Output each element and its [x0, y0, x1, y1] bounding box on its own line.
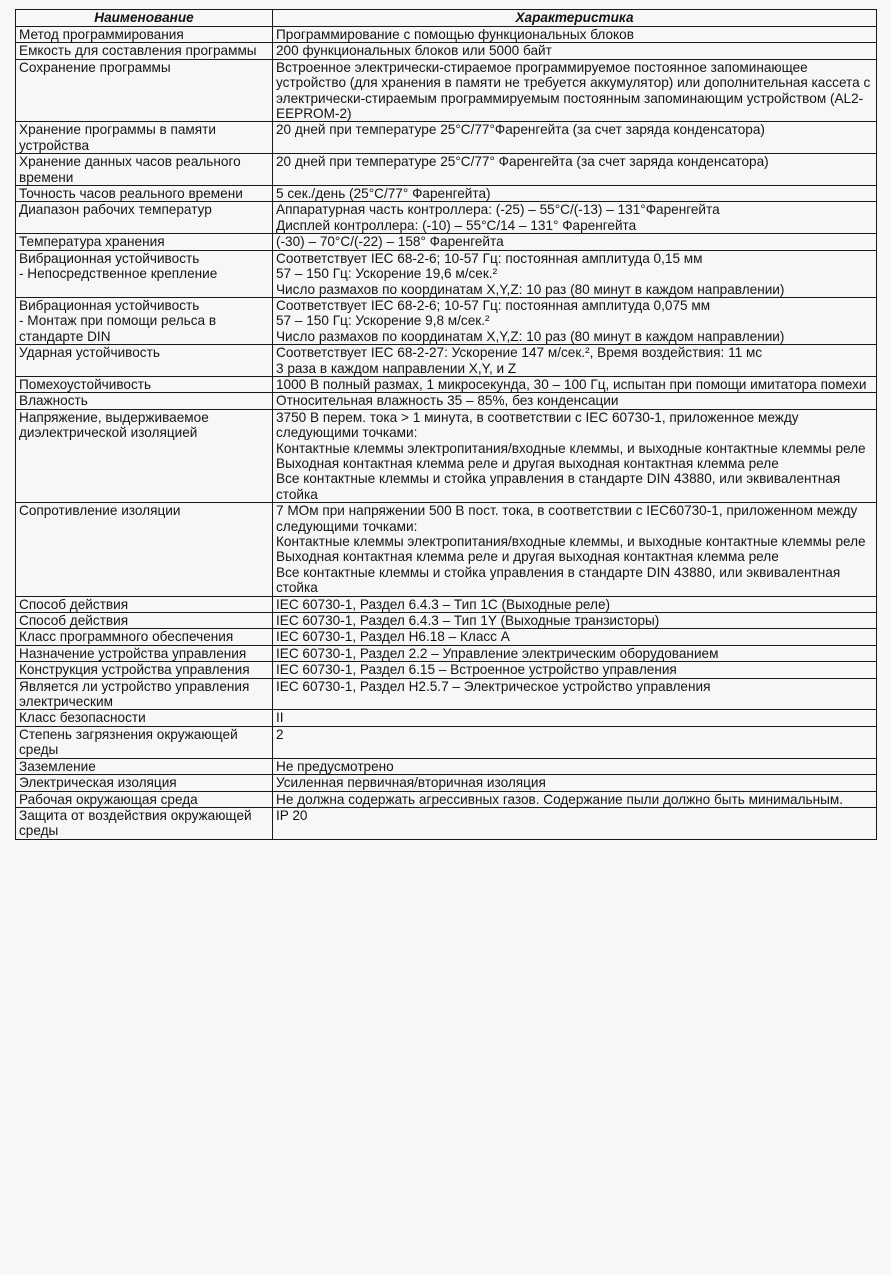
spec-value-cell	[273, 409, 877, 502]
spec-name-cell	[16, 345, 273, 377]
spec-name-cell	[16, 645, 273, 661]
spec-name-cell	[16, 122, 273, 154]
spec-value-cell	[273, 27, 877, 43]
spec-value-text: 20 дней при температуре 25°C/77°Фаренгейта (за счет заряда конденсатора)	[276, 122, 765, 138]
spec-value-cell	[273, 393, 877, 409]
spec-value-text: Дисплей контроллера: (-10) – 55°C/14 – 131° Фаренгейта	[276, 217, 637, 233]
spec-value-text: II	[276, 710, 284, 726]
spec-value-text: Контактные клеммы электропитания/входные клеммы, и выходные контактные клеммы реле	[276, 440, 866, 456]
spec-value-text: 1000 В полный размах, 1 микросекунда, 30 – 100 Гц, испытан при помощи имитатора помехи	[276, 376, 867, 392]
spec-value-text: IEC 60730-1, Раздел H6.18 – Класс A	[276, 629, 510, 645]
table-row	[16, 234, 877, 250]
table-row	[16, 297, 877, 344]
spec-value-text: Соответствует IEC 68-2-6; 10-57 Гц: постоянная амплитуда 0,15 мм	[276, 250, 703, 266]
spec-value-text: Выходная контактная клемма реле и другая выходная контактная клемма реле	[276, 455, 779, 471]
spec-name-text: Заземление	[19, 758, 96, 774]
table-row	[16, 775, 877, 791]
spec-name-cell	[16, 775, 273, 791]
spec-name-text: Напряжение, выдерживаемое диэлектрической изоляцией	[19, 409, 209, 441]
spec-value-text: Программирование с помощью функциональных блоков	[276, 27, 634, 42]
spec-name-text: Ударная устойчивость	[19, 345, 160, 361]
table-row	[16, 645, 877, 661]
spec-name-cell	[16, 154, 273, 186]
spec-value-text: IEC 60730-1, Раздел 6.4.3 – Тип 1Y (Выходные транзисторы)	[276, 613, 660, 629]
spec-name-cell	[16, 503, 273, 596]
table-row	[16, 122, 877, 154]
spec-name-cell	[16, 678, 273, 710]
table-row	[16, 758, 877, 774]
table-row	[16, 393, 877, 409]
spec-name-cell	[16, 376, 273, 392]
spec-value-text: Не предусмотрено	[276, 758, 394, 774]
spec-name-text: Степень загрязнения окружающей среды	[19, 726, 238, 758]
spec-name-text: Назначение устройства управления	[19, 645, 247, 661]
spec-value-text: 3750 В перем. тока > 1 минута, в соответствии с IEC 60730-1, приложенное между следующими точками:	[276, 409, 799, 441]
spec-value-text: Число размахов по координатам X,Y,Z: 10 раз (80 минут в каждом направлении)	[276, 328, 785, 344]
spec-value-cell	[273, 43, 877, 59]
spec-value-text: 5 сек./день (25°C/77° Фаренгейта)	[276, 186, 491, 202]
spec-value-cell	[273, 345, 877, 377]
column-header-name: Наименование	[16, 10, 273, 27]
spec-value-text: 57 – 150 Гц: Ускорение 19,6 м/сек.²	[276, 266, 498, 282]
table-row	[16, 629, 877, 645]
spec-value-text: 2	[276, 726, 284, 742]
spec-name-cell	[16, 234, 273, 250]
table-row	[16, 59, 877, 122]
spec-name-cell	[16, 710, 273, 726]
table-row	[16, 613, 877, 629]
spec-name-text: Температура хранения	[19, 234, 165, 250]
spec-name-cell	[16, 629, 273, 645]
spec-name-text: Класс программного обеспечения	[19, 629, 234, 645]
spec-value-cell	[273, 250, 877, 297]
spec-value-text: IEC 60730-1, Раздел 6.15 – Встроенное устройство управления	[276, 662, 677, 678]
spec-name-text: Конструкция устройства управления	[19, 662, 250, 678]
spec-name-text: Помехоустойчивость	[19, 376, 152, 392]
spec-name-cell	[16, 27, 273, 43]
table-row	[16, 726, 877, 758]
spec-value-text: Относительная влажность 35 – 85%, без конденсации	[276, 393, 619, 409]
table-row	[16, 807, 877, 839]
spec-name-cell	[16, 393, 273, 409]
spec-value-text: Контактные клеммы электропитания/входные клеммы, и выходные контактные клеммы реле	[276, 534, 866, 549]
table-row	[16, 596, 877, 612]
spec-name-cell	[16, 409, 273, 502]
table-row	[16, 186, 877, 202]
spec-value-cell	[273, 376, 877, 392]
spec-value-text: Встроенное электрически-стираемое программируемое постоянное запоминающее устройство (для хранения в памяти не требуется аккумулятор) или дополнительная кассета с электрически-стираемым программируемым постоянным запоминающим устройством (AL2-EEPROM-2)	[276, 59, 871, 122]
table-row	[16, 710, 877, 726]
spec-value-cell	[273, 234, 877, 250]
spec-name-cell	[16, 613, 273, 629]
spec-value-cell	[273, 710, 877, 726]
spec-value-text: Соответствует IEC 68-2-6; 10-57 Гц: постоянная амплитуда 0,075 мм	[276, 297, 711, 313]
spec-name-text: Класс безопасности	[19, 710, 146, 726]
spec-value-cell	[273, 726, 877, 758]
spec-value-text: Все контактные клеммы и стойка управления в стандарте DIN 43880, или эквивалентная стойка	[276, 564, 841, 596]
spec-value-cell	[273, 775, 877, 791]
spec-value-text: Не должна содержать агрессивных газов. Содержание пыли должно быть минимальным.	[276, 791, 844, 807]
spec-value-text: Все контактные клеммы и стойка управления в стандарте DIN 43880, или эквивалентная стойка	[276, 471, 841, 502]
spec-value-cell	[273, 186, 877, 202]
spec-name-text: Вибрационная устойчивость	[19, 250, 200, 266]
spec-name-cell	[16, 807, 273, 839]
spec-name-text: Вибрационная устойчивость	[19, 297, 200, 313]
spec-value-text: Выходная контактная клемма реле и другая выходная контактная клемма реле	[276, 549, 779, 565]
table-row	[16, 409, 877, 502]
spec-name-cell	[16, 662, 273, 678]
spec-value-cell	[273, 758, 877, 774]
spec-value-cell	[273, 662, 877, 678]
spec-name-cell	[16, 43, 273, 59]
spec-value-cell	[273, 807, 877, 839]
table-row	[16, 202, 877, 234]
table-row	[16, 27, 877, 43]
spec-name-text: Влажность	[19, 393, 88, 409]
table-row	[16, 678, 877, 710]
spec-value-text: 7 МОм при напряжении 500 В пост. тока, в соответствии с IEC60730-1, приложенном между следующими точками:	[276, 503, 858, 534]
spec-name-text: Сохранение программы	[19, 59, 171, 75]
spec-value-text: (-30) – 70°C/(-22) – 158° Фаренгейта	[276, 234, 504, 250]
spec-value-cell	[273, 154, 877, 186]
table-row	[16, 503, 877, 596]
spec-value-text: 200 функциональных блоков или 5000 байт	[276, 43, 552, 59]
table-row	[16, 376, 877, 392]
table-row	[16, 345, 877, 377]
spec-name-cell	[16, 297, 273, 344]
spec-name-cell	[16, 726, 273, 758]
spec-value-cell	[273, 59, 877, 122]
spec-value-cell	[273, 613, 877, 629]
spec-name-text: Защита от воздействия окружающей среды	[19, 807, 252, 839]
spec-name-text: Метод программирования	[19, 27, 184, 42]
table-header-row	[16, 10, 877, 27]
spec-value-text: IEC 60730-1, Раздел 2.2 – Управление электрическим оборудованием	[276, 645, 719, 661]
spec-name-text: Хранение данных часов реального времени	[19, 154, 241, 185]
spec-name-text: Способ действия	[19, 613, 129, 629]
table-row	[16, 154, 877, 186]
spec-name-cell	[16, 202, 273, 234]
spec-value-cell	[273, 596, 877, 612]
spec-name-text: Электрическая изоляция	[19, 775, 177, 791]
spec-value-text: 57 – 150 Гц: Ускорение 9,8 м/сек.²	[276, 313, 490, 329]
spec-value-text: Соответствует IEC 68-2-27: Ускорение 147 м/сек.², Время воздействия: 11 мс	[276, 345, 763, 361]
spec-name-text: Является ли устройство управления электрическим	[19, 678, 250, 710]
spec-value-text: IP 20	[276, 807, 308, 823]
spec-value-text: Усиленная первичная/вторичная изоляция	[276, 775, 546, 791]
spec-name-text: Хранение программы в памяти устройства	[19, 122, 216, 153]
spec-name-text: Рабочая окружающая среда	[19, 791, 198, 807]
specification-table	[15, 9, 877, 840]
table-row	[16, 662, 877, 678]
spec-value-cell	[273, 791, 877, 807]
spec-name-cell	[16, 59, 273, 122]
spec-value-cell	[273, 678, 877, 710]
spec-name-text: Сопротивление изоляции	[19, 503, 181, 519]
spec-value-cell	[273, 503, 877, 596]
spec-name-text: Диапазон рабочих температур	[19, 202, 212, 218]
spec-name-cell	[16, 791, 273, 807]
spec-name-text: - Непосредственное крепление	[19, 266, 218, 282]
spec-value-text: IEC 60730-1, Раздел 6.4.3 – Тип 1C (Выходные реле)	[276, 596, 611, 612]
spec-name-cell	[16, 758, 273, 774]
spec-value-text: Число размахов по координатам X,Y,Z: 10 раз (80 минут в каждом направлении)	[276, 281, 785, 297]
spec-name-text: Точность часов реального времени	[19, 186, 243, 202]
spec-value-cell	[273, 645, 877, 661]
spec-value-cell	[273, 122, 877, 154]
spec-value-text: IEC 60730-1, Раздел H2.5.7 – Электрическое устройство управления	[276, 678, 711, 694]
spec-value-cell	[273, 202, 877, 234]
spec-name-text: Способ действия	[19, 596, 129, 612]
spec-name-cell	[16, 250, 273, 297]
spec-value-cell	[273, 297, 877, 344]
table-row	[16, 43, 877, 59]
spec-name-text: Емкость для составления программы	[19, 43, 257, 59]
spec-value-text: 20 дней при температуре 25°C/77° Фаренгейта (за счет заряда конденсатора)	[276, 154, 769, 170]
spec-name-cell	[16, 596, 273, 612]
spec-name-text: - Монтаж при помощи рельса в стандарте DIN	[19, 313, 217, 344]
spec-value-text: Аппаратурная часть контроллера: (-25) – 55°C/(-13) – 131°Фаренгейта	[276, 202, 720, 218]
spec-value-cell	[273, 629, 877, 645]
table-row	[16, 791, 877, 807]
column-header-value: Характеристика	[273, 10, 877, 27]
table-row	[16, 250, 877, 297]
spec-value-text: 3 раза в каждом направлении X,Y, и Z	[276, 360, 517, 376]
table-body	[16, 27, 877, 840]
spec-name-cell	[16, 186, 273, 202]
